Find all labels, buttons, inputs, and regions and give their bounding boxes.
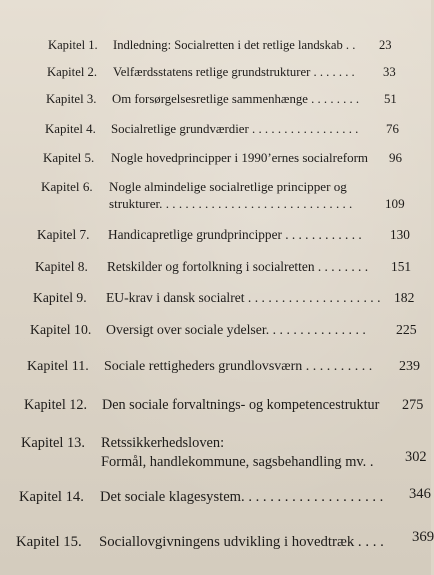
chapter-number: Kapitel 8. [35,259,88,274]
chapter-number: Kapitel 14. [19,489,84,505]
chapter-number: Kapitel 3. [46,92,97,106]
chapter-number: Kapitel 4. [45,122,96,136]
page-number: 76 [386,122,399,136]
page-number: 182 [394,290,415,305]
chapter-title: Indledning: Socialretten i det retlige landskab . . [113,38,356,52]
chapter-number: Kapitel 2. [47,65,98,79]
page-number: 302 [405,449,427,465]
chapter-number: Kapitel 7. [37,227,90,242]
chapter-number: Kapitel 13. [21,435,85,451]
page-number: 51 [384,92,397,106]
chapter-number: Kapitel 10. [30,322,92,337]
chapter-title: Det sociale klagesystem. . . . . . . . . . . . . . . . . . . . [100,489,384,505]
chapter-number: Kapitel 1. [48,38,98,52]
chapter-number: Kapitel 6. [41,179,93,194]
page-number: 225 [396,322,417,337]
page-number: 130 [390,227,410,242]
chapter-title: Handicapretlige grundprincipper . . . . . . . . . . . . [108,227,362,242]
chapter-title-continued: strukturer. . . . . . . . . . . . . . . . . . . . . . . . . . . . . . [109,196,353,211]
page-number: 33 [383,65,396,79]
page-number: 109 [385,196,405,211]
chapter-title: Sociallovgivningens udvikling i hovedtræk . . . . [99,534,384,550]
page-number: 239 [399,359,420,374]
chapter-title: Retssikkerhedsloven: [101,435,225,451]
chapter-title: Nogle almindelige socialretlige principper og [109,179,347,194]
page-number: 23 [379,38,392,52]
page-number: 275 [402,397,424,413]
page-number: 151 [391,259,412,274]
chapter-title: Socialretlige grundværdier . . . . . . . . . . . . . . . . . [111,122,359,136]
chapter-number: Kapitel 11. [27,359,89,374]
chapter-title: Om forsørgelsesretlige sammenhænge . . . . . . . . [112,92,360,106]
chapter-title: Nogle hovedprincipper i 1990’ernes socialreform [111,150,369,165]
chapter-title: Velfærdsstatens retlige grundstrukturer . . . . . . . [113,65,355,79]
chapter-title: Den sociale forvaltnings- og kompetencestruktur [102,397,380,413]
chapter-title: EU-krav i dansk socialret . . . . . . . . . . . . . . . . . . . . [106,290,381,305]
chapter-number: Kapitel 15. [16,534,82,550]
chapter-title: Retskilder og fortolkning i socialretten . . . . . . . . [107,259,369,274]
page-number: 346 [409,486,431,502]
chapter-title: Oversigt over sociale ydelser. . . . . . . . . . . . . . . [106,322,366,337]
chapter-number: Kapitel 9. [33,290,87,305]
chapter-title-continued: Formål, handlekommune, sagsbehandling mv. . [101,454,374,470]
page-number: 96 [389,150,402,165]
page-number: 369 [412,529,434,545]
chapter-number: Kapitel 5. [43,150,95,165]
chapter-number: Kapitel 12. [24,397,88,413]
chapter-title: Sociale rettigheders grundlovsværn . . . . . . . . . . [104,359,373,374]
